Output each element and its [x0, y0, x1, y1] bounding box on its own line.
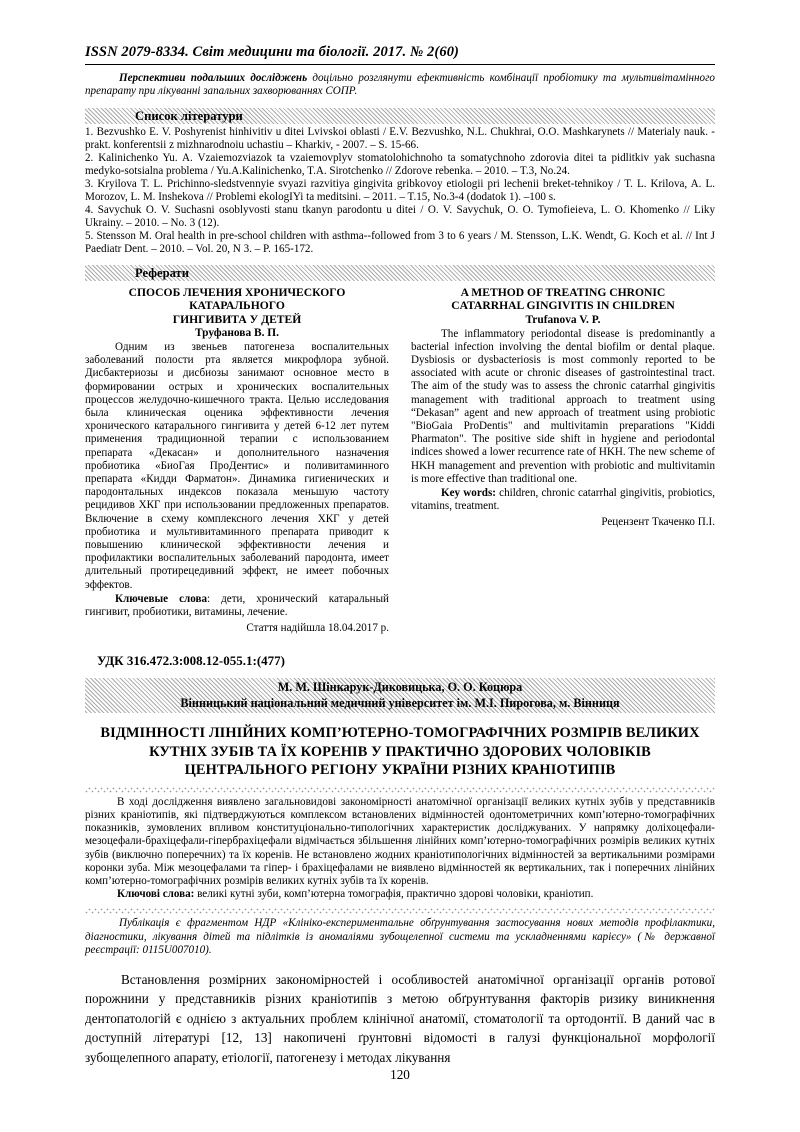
prospects-lead: Перспективи подальших досліджень [119, 72, 308, 84]
running-head: ISSN 2079-8334. Світ медицини та біології. 2017. № 2(60) [85, 44, 459, 60]
page-content [85, 44, 715, 1068]
header-rule [85, 64, 715, 65]
abstract-ru-keywords [85, 593, 389, 619]
abstracts-band [85, 265, 715, 281]
article-title-line3: ЦЕНТРАЛЬНОГО РЕГІОНУ УКРАЇНИ РІЗНИХ КРАНІОТИПІВ [184, 762, 616, 779]
article-keywords-text: великі кутні зуби, комп’ютерна томографія, практично здорові чоловіки, краніотип. [194, 888, 594, 901]
abstract-ru-keywords-text: : дети, хронический катаральный гингивит, пробиотики, витамины, лечение. [85, 592, 389, 619]
references-list [85, 126, 715, 256]
udc-code: УДК 316.472.3:008.12-055.1:(477) [97, 653, 285, 669]
article-keywords-label: Ключові слова: [117, 888, 195, 901]
article-keywords [85, 888, 715, 901]
abstract-en-title-line1: A METHOD OF TREATING CHRONIC [460, 285, 666, 299]
abstract-russian [85, 286, 389, 635]
abstract-en-author: Trufanova V. P. [525, 313, 601, 326]
reference-item: 3. Kryilova T. L. Prichinno-sledstvennyie svyazi razvitiya gingivita gribkovoy etiologii pri lechenii breket-tehnikoy / T. L. Krilova, A. L. Morozov, L. M. Inshekova // Problemi ekologIYi ta meditsini. – 2011. – T.15, No.3-4 (dodatok 1). –100 s. [85, 177, 715, 203]
wavy-separator-bottom [85, 908, 715, 914]
wavy-separator-top [85, 787, 715, 793]
abstract-en-title-line2: CATARRHAL GINGIVITIS IN CHILDREN [451, 299, 675, 313]
article-body-paragraph: Встановлення розмірних закономірностей і особливостей анатомічної організації органів ротової порожнини у представників різних краніотипів з метою обґрунтування факторів ризику виникнення дентопатологій є однією з актуальних проблем клінічної анатомії, стоматології та ортодонтії. В даний час в доступній літературі [12, 13] накопичені ґрунтовні відомості в галузі функціональної морфології зубощелепного апарату, етіології, патогенезу і методах лікування [85, 971, 715, 1066]
reference-item: 4. Savychuk O. V. Suchasni osoblyvosti stanu tkanyn parodontu u ditei / O. V. Savychuk, O. O. Tymofieieva, L. O. Khomenko // Liky Ukrainy. – 2010. – No. 3 (12). [85, 203, 715, 229]
abstract-ru-body: Одним из звеньев патогенеза воспалительных заболеваний полости рта является микрофлора зубной. Дисбактериозы и дисбиозы занимают основное место в формировании острых и хронических воспалительных процессов желудочно-кишечного тракта. Целью исследования была клиническая оценика эффективности лечения хронического катарального гингивита у детей 6-12 лет путем применения традиционной терапии с использованием препарата «Декасан» и дополнительного назначения пробиотика «БиоГая ПроДентис» и поливитаминного препарата «Кидди Фарматон». Динамика гигиенических и пародонтальных индексов показала меньшую частоту рецидивов ХКГ при использовании предложенных препаратов. Включение в схему комплексного лечения ХКГ у детей пробиотика и мультивитаминного препарата приводит к повышению клинической эффективности лечения и профилактики воспалительных заболеваний пародонта, имеет длительный протирецедивний эффект, не имеет побочных эффектов. [85, 341, 389, 591]
abstracts-section [85, 286, 715, 635]
references-band-label: Список літератури [135, 108, 243, 123]
article-title-line2: КУТНІХ ЗУБІВ ТА ЇХ КОРЕНІВ У ПРАКТИЧНО ЗДОРОВИХ ЧОЛОВІКІВ [149, 743, 651, 760]
abstract-english [411, 286, 715, 635]
reference-item: 5. Stensson M. Oral health in pre-school children with asthma--followed from 3 to 6 years / M. Stensson, L.K. Wendt, G. Koch et al. // Int J Paediatr Dent. – 2010. – Vol. 20, N 3. – P. 165-172. [85, 229, 715, 255]
abstract-ru-footer: Стаття надійшла 18.04.2017 р. [246, 622, 389, 635]
abstract-en-keywords [411, 487, 715, 513]
abstract-ru-title-line1: СПОСОБ ЛЕЧЕНИЯ ХРОНИЧЕСКОГО КАТАРАЛЬНОГО [128, 285, 346, 313]
page-number: 120 [390, 1067, 410, 1082]
abstract-en-footer: Рецензент Ткаченко П.І. [601, 516, 715, 529]
abstract-ru-keywords-label: Ключевые слова [115, 592, 208, 605]
funding-note: Публікація є фрагментом НДР «Клініко-експериментальне обґрунтування застосування нових методів профілактики, діагностики, лікування дітей та підлітків із аномаліями зубощелепної системи та ускладненнями карієсу» (№ державної реєстрації: 0115U007010). [85, 917, 715, 957]
abstracts-band-label: Реферати [135, 265, 189, 280]
abstract-ru-title-line2: ГИНГИВИТА У ДЕТЕЙ [172, 312, 302, 326]
abstract-en-keywords-label: Key words: [441, 487, 496, 500]
prospects-rest: доцільно розглянути ефективність комбінації пробіотику та мультивітамінного препарату при лікуванні запальних захворюваннях СОПР. [85, 72, 715, 98]
article-title [85, 724, 715, 780]
article-affiliation: Вінницький національний медичний університет ім. М.І. Пирогова, м. Вінниця [180, 695, 620, 710]
reference-item: 2. Kalinichenko Yu. A. Vzaiemozviazok ta vzaiemovplyv stomatolohichnoho ta somatychnoho zdorovia ditei ta pidlitkiv yak suchasna medyko-sotsialna problema / Yu.A.Kalinichenko, T.A. Sirotchenko // Zdorove rebenka. – 2010. – T.3, No.24. [85, 151, 715, 177]
article-authors: М. М. Шінкарук-Диковицька, О. О. Коцюра [277, 680, 523, 695]
reference-item: 1. Bezvushko E. V. Poshyrenist hinhivitiv u ditei Lvivskoi oblasti / E.V. Bezvushko, N.L. Chukhrai, O.O. Mashkarynets // Materialy nauk. - prakt. konferentsii z mizhnarodnoiu uchastiu – Kharkiv, - 2007. – S. 15-66. [85, 125, 715, 151]
article-abstract: В ході дослідження виявлено загальновидові закономірності анатомічної організації великих кутніх зубів у представників різних краніотипів, які підтверджуються комплексом встановлених відмінностей одонтометричних комп’ютерно-томографічних показників, зумовлених впливом конституціонально-типологічних характеристик досліджуваних. У напрямку доліхоцефали-мезоцефали-брахіцефали-гіпербрахіцефали відмічається збільшення лінійних комп’ютерно-томографічних розмірів великих кутніх зубів (виключно поперечних) та їх коренів. Не встановлено жодних краніотипологічних відмінностей за вертикальними розмірами коронки зуба. Між мезоцефалами та гіпер- і брахіцефалами не виявлено відмінностей як вертикальних, так і поперечних лінійних комп’ютерно-томографічних розмірів великих кутніх зубів та їх коренів. [85, 795, 715, 888]
abstract-ru-author: Труфанова В. П. [194, 327, 279, 340]
article-title-line1: ВІДМІННОСТІ ЛІНІЙНИХ КОМП’ЮТЕРНО-ТОМОГРАФІЧНИХ РОЗМІРІВ ВЕЛИКИХ [100, 725, 700, 742]
article-authors-band [85, 678, 715, 713]
prospects-paragraph [85, 72, 715, 99]
abstract-en-keywords-text: children, chronic catarrhal gingivitis, probiotics, vitamins, treatment. [411, 487, 715, 513]
references-band [85, 108, 715, 124]
abstract-en-body: The inflammatory periodontal disease is predominantly a bacterial infection involving the dental biofilm or dental plaque. Dysbiosis or dysbacteriosis is most commonly reported to be associated with acute or chronic diseases of gastrointestinal tract. The aim of the study was to assess the chronic catarrhal gingivitis management with traditional approach to treatment using “Dekasan” agent and new approach of treatment using probiotic "BioGaia ProDentis" and multivitamin preparations "Kiddi Pharmaton". The positive side shift in hygiene and periodontal indices showed a lower recurrence rate of HKH. The new scheme of HKH management and prevention with probiotic and multivitamin is more effective than traditional one. [411, 327, 715, 485]
